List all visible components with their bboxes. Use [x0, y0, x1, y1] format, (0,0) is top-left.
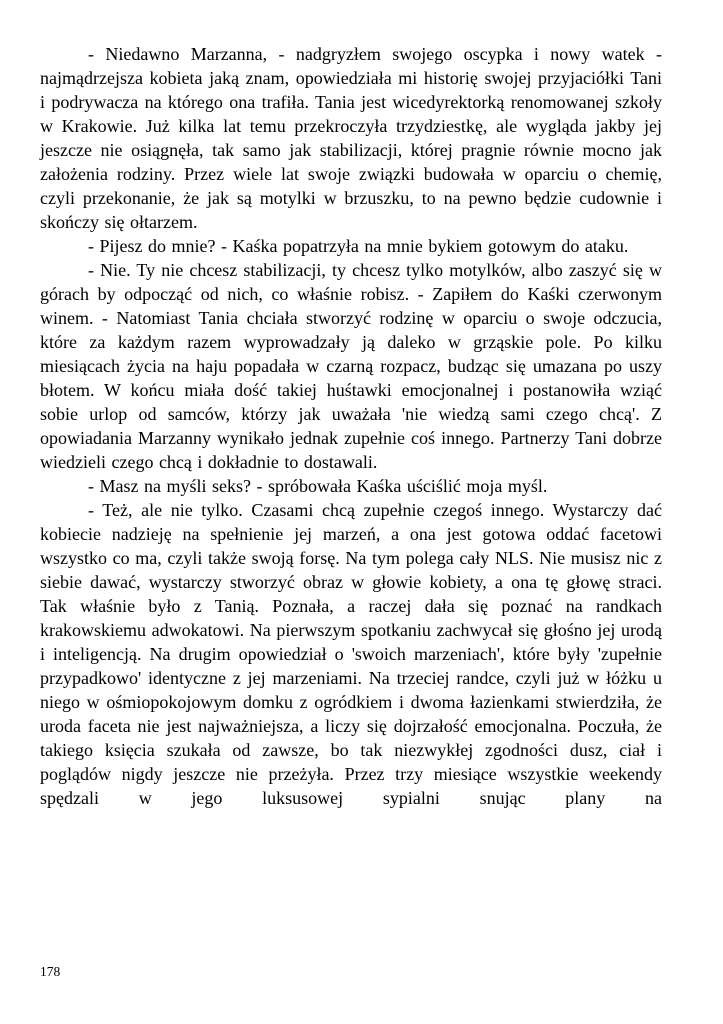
paragraph-3: - Nie. Ty nie chcesz stabilizacji, ty chcesz tylko motylków, albo zaszyć się w górach by odpocząć od nich, co właśnie robisz. - Zapiłem do Kaśki czerwonym winem. - Natomiast Tania chciała stworzyć rodzinę w oparciu o swoje odczucia, które za każdym razem wyprowadzały ją daleko w grząskie pole. Po kilku miesiącach życia na haju popadała w czarną rozpacz, budząc się umazana po uszy błotem. W końcu miała dość takiej huśtawki emocjonalnej i postanowiła wziąć sobie urlop od samców, którzy jak uważała 'nie wiedzą sami czego chcą'. Z opowiadania Marzanny wynikało jednak zupełnie coś innego. Partnerzy Tani dobrze wiedzieli czego chcą i dokładnie to dostawali.	[40, 260, 662, 472]
body-text	[40, 42, 662, 810]
paragraph-2: - Pijesz do mnie? - Kaśka popatrzyła na mnie bykiem gotowym do ataku.	[88, 236, 629, 256]
paragraph-5: - Też, ale nie tylko. Czasami chcą zupełnie czegoś innego. Wystarczy dać kobiecie nadzieję na spełnienie jej marzeń, a ona jest gotowa oddać facetowi wszystko co ma, czyli także swoją forsę. Na tym polega cały NLS. Nie musisz nic z siebie dawać, wystarczy stworzyć obraz w głowie kobiety, a ona tę głowę straci. Tak właśnie było z Tanią. Poznała, a raczej dała się poznać na randkach krakowskiemu adwokatowi. Na pierwszym spotkaniu zachwycał się głośno jej urodą i inteligencją. Na drugim opowiedział o 'swoich marzeniach', które były 'zupełnie przypadkowo' identyczne z jej marzeniami. Na trzeciej randce, czyli już w łóżku u niego w ośmiopokojowym domku z ogródkiem i dwoma łazienkami stwierdziła, że uroda faceta nie jest najważniejsza, a liczy się dojrzałość emocjonalna. Poczuła, że takiego księcia szukała od zawsze, bo tak niezwykłej zgodności dusz, ciał i poglądów nigdy jeszcze nie przeżyła. Przez trzy miesiące wszystkie weekendy spędzali w jego luksusowej sypialni snując plany na	[40, 500, 662, 808]
page-number: 178	[40, 964, 61, 979]
paragraph-1: - Niedawno Marzanna, - nadgryzłem swojego oscypka i nowy watek - najmądrzejsza kobieta jaką znam, opowiedziała mi historię swojej przyjaciółki Tani i podrywacza na którego ona trafiła. Tania jest wicedyrektorką renomowanej szkoły w Krakowie. Już kilka lat temu przekroczyła trzydziestkę, ale wygląda jakby jej jeszcze nie osiągnęła, tak samo jak stabilizacji, której pragnie równie mocno jak założenia rodziny. Przez wiele lat swoje związki budowała w oparciu o chemię, czyli przekonanie, że jak są motylki w brzuszku, to na pewno będzie cudownie i skończy się ołtarzem.	[40, 44, 662, 232]
paragraph-4: - Masz na myśli seks? - spróbowała Kaśka uściślić moja myśl.	[88, 476, 548, 496]
